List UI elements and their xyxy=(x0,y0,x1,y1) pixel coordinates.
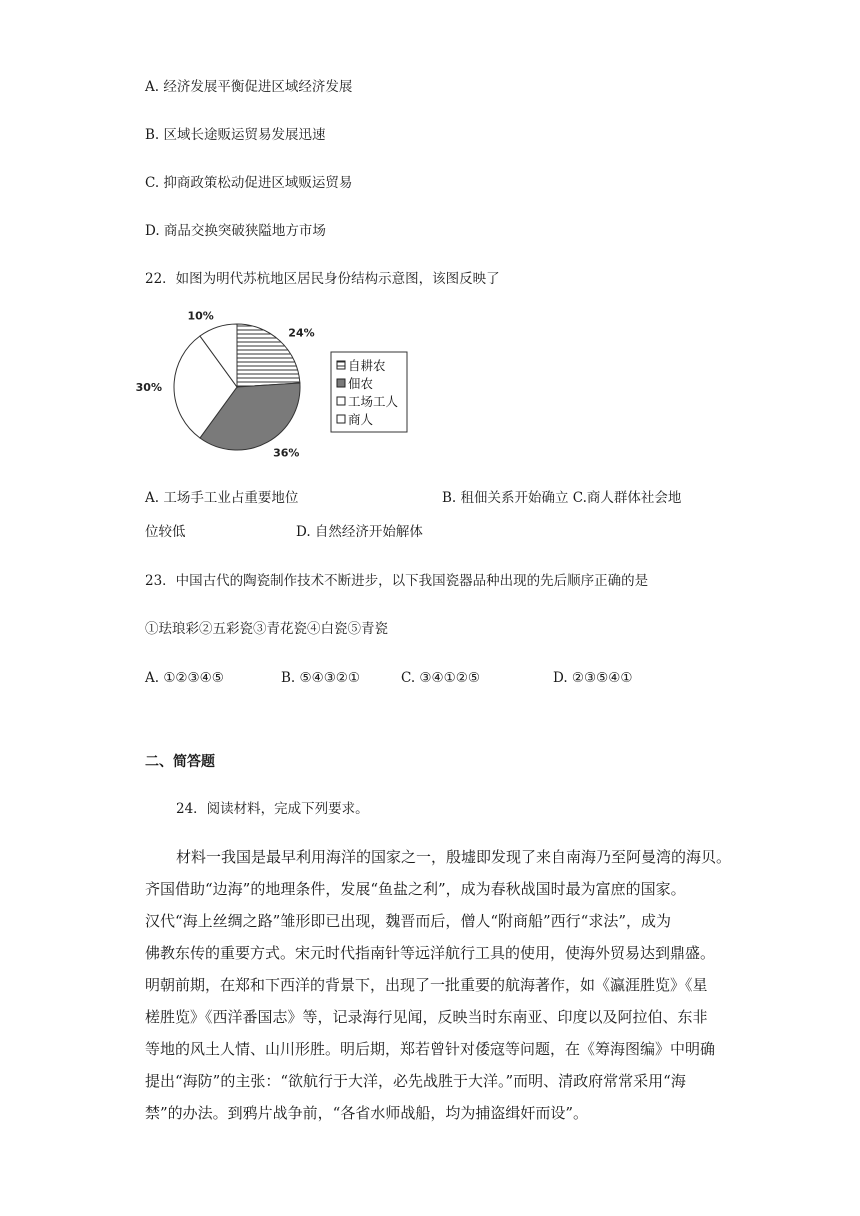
legend-label-4: 商人 xyxy=(348,412,374,427)
legend xyxy=(331,352,407,432)
q23-items: ①珐琅彩②五彩瓷③青花瓷④白瓷⑤青瓷 xyxy=(145,621,388,637)
q21-option-a: A. 经济发展平衡促进区域经济发展 xyxy=(145,79,353,95)
legend-label-2: 佃农 xyxy=(348,376,374,391)
q23-option-a: A. ①②③④⑤ xyxy=(145,670,224,686)
legend-swatch-3 xyxy=(337,397,345,405)
material-line: 禁”的办法。到鸦片战争前，“各省水师战船，均为捕盗缉奸而设”。 xyxy=(145,1104,589,1122)
legend-swatch-2 xyxy=(337,379,345,387)
q23-option-b: B. ⑤④③②① xyxy=(281,670,361,686)
pie-label-1: 24% xyxy=(288,326,315,340)
material-one xyxy=(145,841,732,1129)
material-line: 提出“海防”的主张：“欲航行于大洋，必先战胜于大洋。”而明、清政府常常采用“海 xyxy=(145,1072,686,1090)
q23-stem: 23．中国古代的陶瓷制作技术不断进步，以下我国瓷器品种出现的先后顺序正确的是 xyxy=(145,573,649,589)
material-line: 汉代“海上丝绸之路”雏形即已出现，魏晋而后，僧人“附商船”西行“求法”，成为 xyxy=(145,912,672,930)
legend-swatch-1 xyxy=(337,361,345,369)
pie-slices xyxy=(174,324,300,450)
q22-option-a: A. 工场手工业占重要地位 xyxy=(145,490,299,506)
material-line: 材料一我国是最早利用海洋的国家之一，殷墟即发现了来自南海乃至阿曼湾的海贝。 xyxy=(176,848,732,866)
section-title: 二、简答题 xyxy=(145,754,215,770)
q22-stem: 22．如图为明代苏杭地区居民身份结构示意图，该图反映了 xyxy=(145,271,500,287)
q22-option-d: D. 自然经济开始解体 xyxy=(296,524,423,540)
q21-option-d: D. 商品交换突破狭隘地方市场 xyxy=(145,223,326,239)
legend-label-1: 自耕农 xyxy=(348,358,386,373)
q21-option-b: B. 区域长途贩运贸易发展迅速 xyxy=(145,127,326,143)
q21-option-c: C. 抑商政策松动促进区域贩运贸易 xyxy=(145,175,353,191)
legend-swatch-4 xyxy=(337,415,345,423)
material-line: 佛教东传的重要方式。宋元时代指南针等远洋航行工具的使用，使海外贸易达到鼎盛。 xyxy=(145,944,716,962)
pie-label-3: 30% xyxy=(135,381,162,394)
material-line: 齐国借助“边海”的地理条件，发展“鱼盐之利”，成为春秋战国时最为富庶的国家。 xyxy=(145,880,686,898)
legend-label-3: 工场工人 xyxy=(348,394,399,409)
material-line: 等地的风土人情、山川形胜。明后期，郑若曾针对倭寇等问题，在《筹海图编》中明确 xyxy=(145,1040,716,1058)
material-line: 明朝前期，在郑和下西洋的背景下，出现了一批重要的航海著作，如《瀛涯胜览》《星 xyxy=(145,976,708,994)
q24-stem: 24．阅读材料，完成下列要求。 xyxy=(176,801,369,817)
q23-option-c: C. ③④①②⑤ xyxy=(401,670,480,686)
q22-option-bc: B. 租佃关系开始确立 C.商人群体社会地 xyxy=(442,490,682,506)
q22-option-c-continued: 位较低 xyxy=(145,524,186,540)
material-line: 槎胜览》《西洋番国志》等，记录海行见闻，反映当时东南亚、印度以及阿拉伯、东非 xyxy=(145,1008,708,1026)
pie-label-4: 10% xyxy=(187,309,214,323)
pie-chart xyxy=(135,305,430,470)
pie-label-2: 36% xyxy=(273,446,300,460)
q23-option-d: D. ②③⑤④① xyxy=(553,670,633,686)
